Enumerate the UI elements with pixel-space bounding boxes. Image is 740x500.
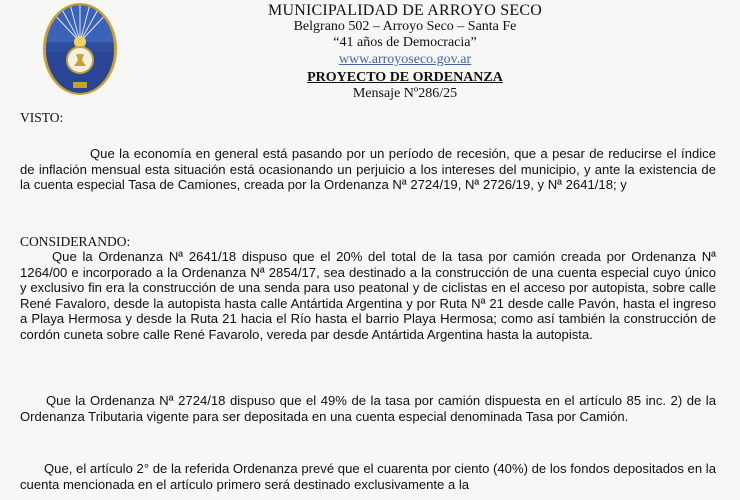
considerando-paragraph-2: Que la Ordenanza Nª 2724/18 dispuso que el 49% de la tasa por camión dispuesta en el artículo 85 inc. 2) de la Ordenanza Tributaria vigente para ser depositada en una cuenta especial denominada Tasa por Camión.	[20, 393, 716, 424]
address-line: Belgrano 502 – Arroyo Seco – Santa Fe	[293, 19, 517, 34]
motto-line: “41 años de Democracia”	[333, 35, 477, 50]
visto-paragraph: Que la economía en general está pasando por un período de recesión, que a pesar de reducirse el índice de inflación mensual esta situación está ocasionando un perjuicio a los intereses del municipio, y ante la existencia de la cuenta especial Tasa de Camiones, creada por la Ordenanza Nª 2724/19, Nª 2726/19, y Nª 2641/18; y	[20, 146, 716, 193]
municipal-seal-icon	[40, 2, 120, 98]
document-type: PROYECTO DE ORDENANZA	[307, 70, 503, 85]
considerando-paragraph-1: Que la Ordenanza Nª 2641/18 dispuso que el 20% del total de la tasa por camión creada por Ordenanza Nª 1264/00 e incorporado a la Ordenanza Nª 2854/17, sea destinado a la construcción de una cuenta especial cuyo único y exclusivo fin era la construcción de una senda para uso peatonal y de ciclistas en el acceso por autopista, sobre calle René Favaloro, desde la autopista hasta calle Antártida Argentina y por Ruta Nª 21 desde calle Pavón, hasta el ingreso a Playa Hermosa y desde la Ruta 21 hacia el Río hasta el barrio Playa Hermosa; como así también la construcción de cordón cuneta sobre calle René Favarolo, vereda par desde Antártida Argentina hasta la autopista.	[20, 249, 716, 342]
considerando-paragraph-3: Que, el artículo 2° de la referida Ordenanza prevé que el cuarenta por ciento (40%) de los fondos depositados en la cuenta mencionada en el artículo primero será destinado exclusivamente a la	[20, 461, 716, 492]
visto-heading: VISTO:	[20, 110, 64, 125]
considerando-heading: CONSIDERANDO:	[20, 234, 131, 249]
municipality-title: MUNICIPALIDAD DE ARROYO SECO	[268, 2, 542, 19]
letterhead	[240, 3, 570, 102]
website-link[interactable]: www.arroyoseco.gov.ar	[338, 52, 472, 67]
message-number: Mensaje Nº286/25	[352, 86, 458, 101]
